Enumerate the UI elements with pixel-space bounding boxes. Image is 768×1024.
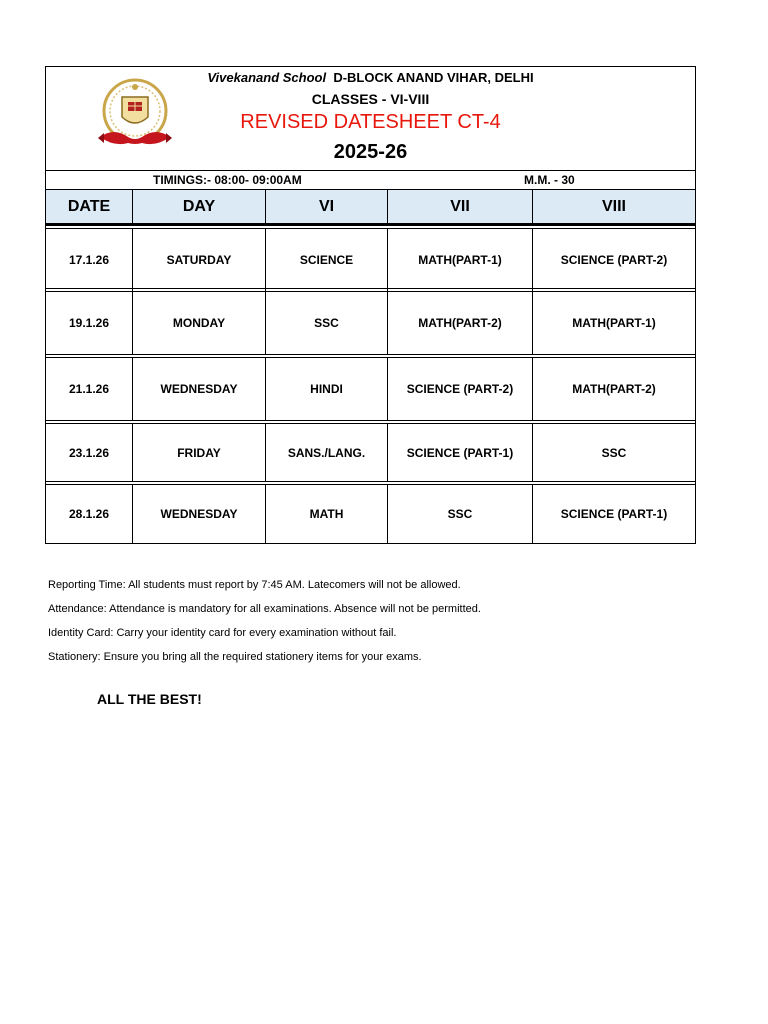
date-cell: 28.1.26 bbox=[46, 485, 133, 543]
class-viii-cell: SCIENCE (PART-1) bbox=[560, 507, 668, 521]
class-vii-cell: SCIENCE (PART-1) bbox=[388, 424, 533, 481]
table-row bbox=[46, 424, 695, 481]
class-viii-cell: MATH(PART-2) bbox=[572, 382, 656, 396]
timing-row bbox=[46, 170, 695, 190]
class-vii-cell: SSC bbox=[388, 485, 533, 543]
column-header-date: DATE bbox=[46, 190, 133, 225]
date-cell: 17.1.26 bbox=[46, 229, 133, 291]
session-year: 2025-26 bbox=[333, 141, 408, 163]
class-vii-cell: MATH(PART-1) bbox=[388, 229, 533, 291]
column-header-day: DAY bbox=[133, 190, 266, 225]
instructions bbox=[48, 578, 481, 674]
note-stationery: Stationery: Ensure you bring all the required stationery items for your exams. bbox=[48, 651, 422, 663]
class-vi-cell: HINDI bbox=[266, 358, 388, 420]
date-cell: 23.1.26 bbox=[46, 424, 133, 481]
class-vi-cell: SCIENCE bbox=[266, 229, 388, 291]
datesheet-table bbox=[45, 66, 696, 544]
class-vii-cell: SCIENCE (PART-2) bbox=[388, 358, 533, 420]
column-header-vii: VII bbox=[388, 190, 533, 225]
school-address: D-BLOCK ANAND VIHAR, DELHI bbox=[333, 70, 534, 85]
column-header-viii: VIII bbox=[533, 190, 695, 225]
page-title: REVISED DATESHEET CT-4 bbox=[240, 111, 501, 133]
day-cell: SATURDAY bbox=[133, 229, 266, 291]
closing-message: ALL THE BEST! bbox=[97, 691, 202, 707]
school-name: Vivekanand School bbox=[207, 70, 327, 85]
class-vi-cell: MATH bbox=[266, 485, 388, 543]
class-vii-cell: MATH(PART-2) bbox=[388, 292, 533, 354]
date-cell: 21.1.26 bbox=[46, 358, 133, 420]
header bbox=[46, 67, 695, 170]
school-heading bbox=[46, 70, 695, 85]
note-reporting-time: Reporting Time: All students must report by 7:45 AM. Latecomers will not be allowed. bbox=[48, 579, 461, 591]
timings-text: TIMINGS:- 08:00- 09:00AM bbox=[153, 173, 302, 187]
table-row bbox=[46, 229, 695, 291]
date-cell: 19.1.26 bbox=[46, 292, 133, 354]
class-vi-cell: SANS./LANG. bbox=[266, 424, 388, 481]
class-vi-cell: SSC bbox=[266, 292, 388, 354]
day-cell: FRIDAY bbox=[133, 424, 266, 481]
table-row bbox=[46, 292, 695, 354]
max-marks-text: M.M. - 30 bbox=[524, 173, 575, 187]
classes-line: CLASSES - VI-VIII bbox=[311, 91, 430, 107]
note-attendance: Attendance: Attendance is mandatory for all examinations. Absence will not be permitted. bbox=[48, 603, 481, 615]
column-header-vi: VI bbox=[266, 190, 388, 225]
table-row bbox=[46, 358, 695, 420]
day-cell: MONDAY bbox=[133, 292, 266, 354]
class-viii-cell: SCIENCE (PART-2) bbox=[560, 253, 668, 267]
class-viii-cell: SSC bbox=[601, 445, 627, 460]
day-cell: WEDNESDAY bbox=[133, 485, 266, 543]
table-row bbox=[46, 485, 695, 543]
note-identity-card: Identity Card: Carry your identity card for every examination without fail. bbox=[48, 627, 397, 639]
day-cell: WEDNESDAY bbox=[133, 358, 266, 420]
class-viii-cell: MATH(PART-1) bbox=[572, 316, 656, 330]
